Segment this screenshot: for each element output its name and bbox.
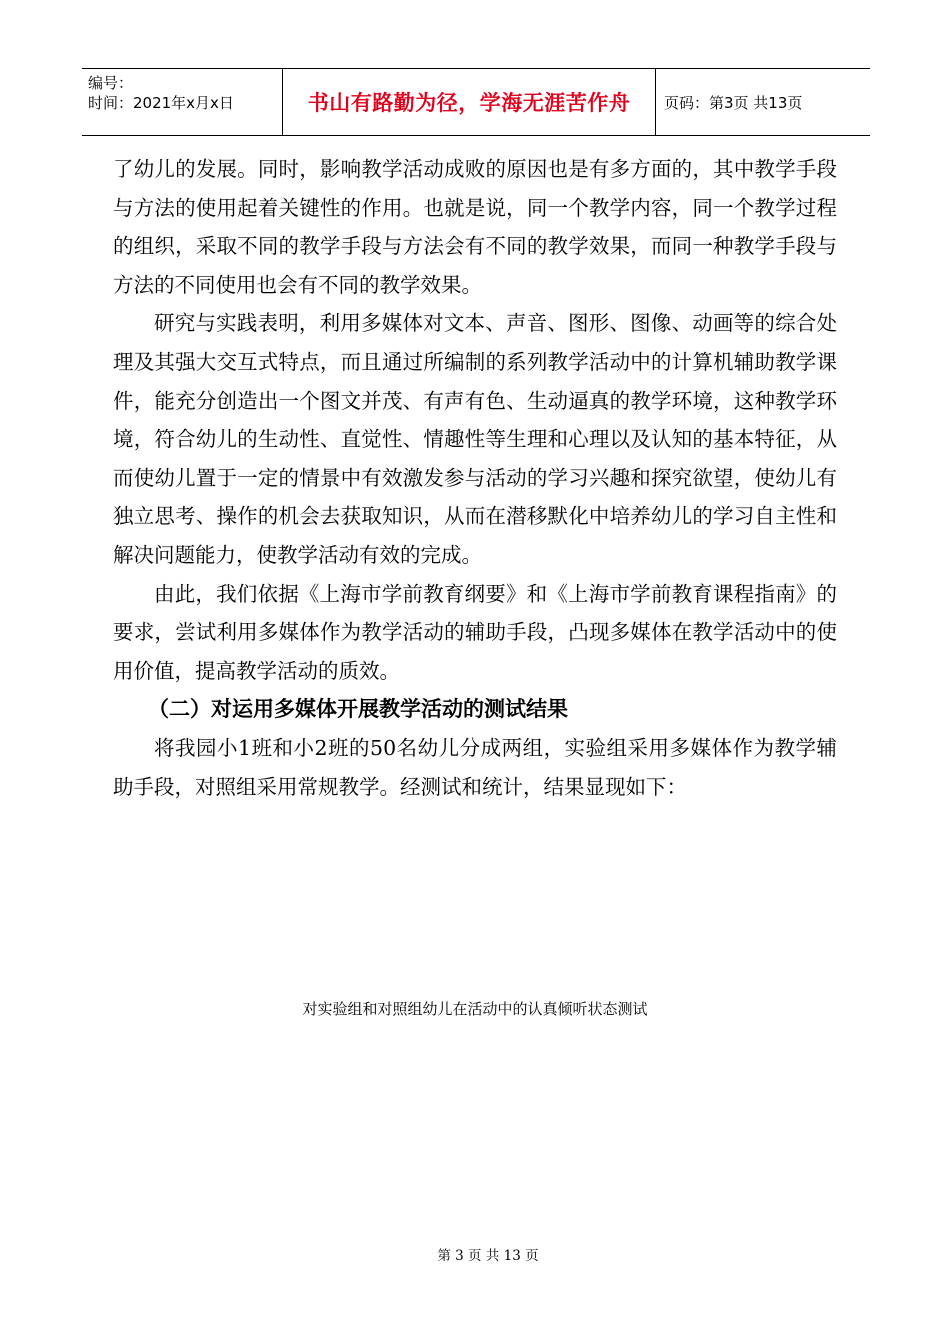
section-heading: （二）对运用多媒体开展教学活动的测试结果 [148, 697, 568, 722]
document-body [113, 150, 837, 806]
paragraph-4: 将我园小1班和小2班的50名幼儿分成两组，实验组采用多媒体作为教学辅助手段，对照组采用常规教学。经测试和统计，结果显现如下： [113, 735, 837, 799]
page-number-label: 页码：第3页 共13页 [664, 93, 803, 112]
serial-number-label: 编号： [88, 74, 134, 92]
date-label: 时间：2021年x月x日 [88, 94, 234, 112]
header-motto-cell [282, 69, 656, 135]
paragraph-2: 研究与实践表明，利用多媒体对文本、声音、图形、图像、动画等的综合处理及其强大交互式特点，而且通过所编制的系列教学活动中的计算机辅助教学课件，能充分创造出一个图文并茂、有声有色、生动逼真的教学环境，这种教学环境，符合幼儿的生动性、直觉性、情趣性等生理和心理以及认知的基本特征，从而使幼儿置于一定的情景中有效激发参与活动的学习兴趣和探究欲望，使幼儿有独立思考、操作的机会去获取知识，从而在潜移默化中培养幼儿的学习自主性和解决问题能力，使教学活动有效的完成。 [113, 311, 837, 567]
header-page-cell [656, 69, 870, 135]
motto-text: 书山有路勤为径，学海无涯苦作舟 [307, 91, 631, 115]
figure-caption: 对实验组和对照组幼儿在活动中的认真倾听状态测试 [302, 1000, 648, 1018]
page-header [82, 68, 870, 136]
paragraph-3: 由此，我们依据《上海市学前教育纲要》和《上海市学前教育课程指南》的要求，尝试利用多媒体作为教学活动的辅助手段，凸现多媒体在教学活动中的使用价值，提高教学活动的质效。 [113, 581, 837, 683]
header-meta-cell [82, 69, 282, 135]
page-footer: 第 3 页 共 13 页 [437, 1248, 539, 1264]
paragraph-1: 了幼儿的发展。同时，影响教学活动成败的原因也是有多方面的，其中教学手段与方法的使用起着关键性的作用。也就是说，同一个教学内容，同一个教学过程的组织，采取不同的教学手段与方法会有不同的教学效果，而同一种教学手段与方法的不同使用也会有不同的教学效果。 [113, 157, 837, 297]
